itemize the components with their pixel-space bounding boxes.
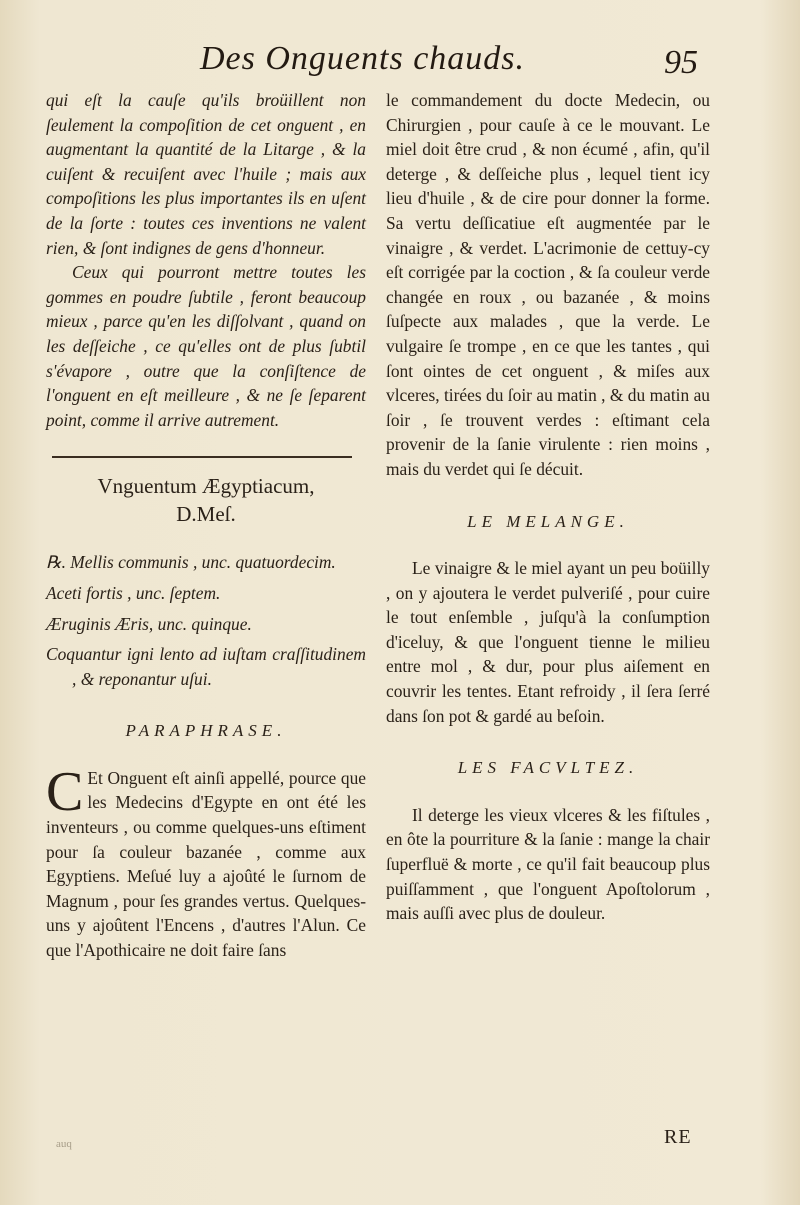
paraphrase-heading: PARAPHRASE. bbox=[125, 721, 287, 741]
left-column bbox=[46, 88, 366, 963]
section-divider bbox=[52, 456, 352, 458]
melange-heading: LE MELANGE. bbox=[467, 511, 629, 531]
right-continuation-paragraph: le commandement du docte Medecin, ou Chirurgien , pour cauſe à ce le mouvant. Le miel doit être crud , & non écumé , afin, qu'il deterge , & deſſeiche plus , lequel tient icy lieu d'huile , & de cire pour donner la forme. Sa vertu deſſicatiue eſt augmentée par le vinaigre , & verdet. L'acrimonie de cettuy-cy eſt corrigée par la coction , & ſa couleur verde changée en roux , ou bazanée , & moins ſuſpecte aux malades , que la verde. Le vulgaire ſe trompe , en ce que les tantes , qui ſont ointes de cet onguent , & miſes aux vlceres, tirées du ſoir au matin , & du matin au ſoir , ſe trouvent verdes : eſtimant cela provenir de la ſanie virulente : rien moins , mais du verdet qui ſe décuit. bbox=[386, 90, 710, 479]
drop-cap: C bbox=[46, 760, 84, 823]
paraphrase-text: Et Onguent eſt ainſi appellé, pource que les Medecins d'Egypte en ont été les inventeurs , ou comme quelques-uns eſtiment pour ſa couleur bazanée , comme aux Egyptiens. Meſué luy a ajoûté le ſurnom de Magnum , pour ſes grandes vertus. Quelques-uns y ajoûtent l'Encens , d'autres l'Alun. Ce que l'Apothicaire ne doit faire ſans bbox=[46, 767, 366, 961]
recipe-line-2: Aceti fortis , unc. ſeptem. bbox=[46, 582, 221, 603]
recipe-title-line2: D.Meſ. bbox=[176, 502, 236, 527]
recipe-title bbox=[46, 472, 366, 528]
paraphrase-paragraph bbox=[46, 760, 366, 963]
melange-paragraph: Le vinaigre & le miel ayant un peu boüilly , on y ajoutera le verdet pulveriſé , pour cuire le tout enſemble , juſqu'à la conſumption d'iceluy, & que l'onguent tienne le milieu entre mol , & dur, pour plus aiſement en couvrir les tentes. Etant refroidy , il ſera ſerré dans ſon pot & gardé au beſoin. bbox=[386, 558, 710, 726]
recipe-line-1: ℞. Mellis communis , unc. quatuordecim. bbox=[46, 552, 336, 573]
facultez-heading: LES FACVLTEZ. bbox=[457, 758, 639, 778]
recipe-line-4: Coquantur igni lento ad iuſtam craſſitudinem , & reponantur uſui. bbox=[46, 644, 366, 689]
right-column bbox=[386, 88, 710, 926]
recipe-line-3: Æruginis Æris, unc. quinque. bbox=[46, 613, 252, 634]
gums-paragraph: Ceux qui pourront mettre toutes les gommes en poudre ſubtile , feront beaucoup mieux , parce qu'en les diſſolvant , quand on les deſſeiche , ce qu'elles ont de plus ſubtil s'évapore , outre que la conſiſtence de l'onguent en eſt meilleure , & ne ſe ſeparent point, comme il arrive autrement. bbox=[46, 262, 366, 430]
facultez-paragraph: Il deterge les vieux vlceres & les fiſtules , en ôte la pourriture & la ſanie : mange la chair ſuperfluë & morte , ce qu'il fait beaucoup plus puiſſamment , que l'onguent Apoſtolorum , mais auſſi avec plus de douleur. bbox=[386, 804, 710, 924]
catchword: RE bbox=[664, 1126, 692, 1148]
running-head: Des Onguents chauds. bbox=[200, 40, 526, 77]
bleed-through-text: auq bbox=[56, 1138, 72, 1150]
recipe-title-line1: Vnguentum Ægyptiacum, bbox=[97, 474, 315, 499]
left-continuation-paragraph: qui eſt la cauſe qu'ils broüillent non ſeulement la compoſition de cet onguent , en augmentant la quantité de la Litarge , & la cuiſent & recuiſent avec l'huile ; mais aux compoſitions les plus importantes ils en uſent de la ſorte : toutes ces inventions ne valent rien, & ſont indignes de gens d'honneur. bbox=[46, 90, 366, 258]
page-header bbox=[0, 38, 800, 88]
page-number: 95 bbox=[664, 44, 698, 81]
